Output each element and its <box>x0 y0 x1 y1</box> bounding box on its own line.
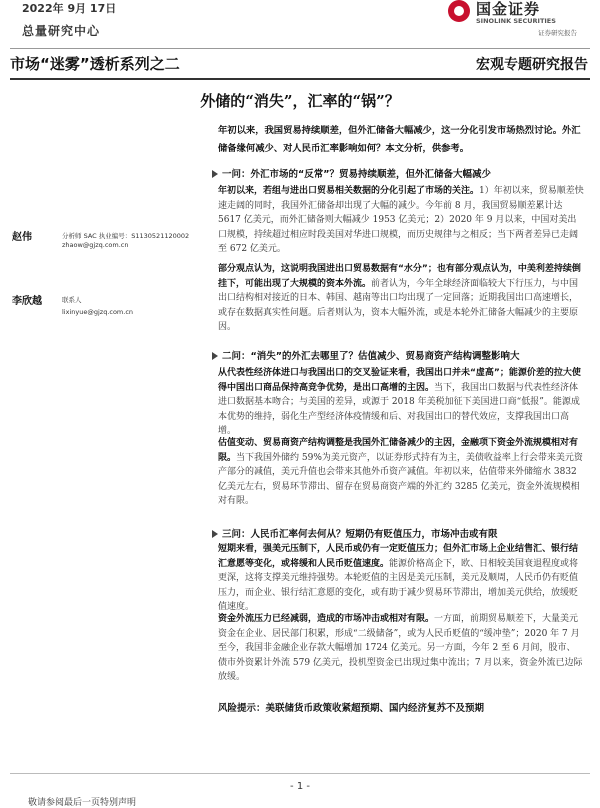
page-number: - 1 - <box>290 781 310 792</box>
bullet-arrow-icon <box>212 170 218 178</box>
author-name: 赵伟 <box>12 232 32 243</box>
paragraph-body: 一方面，前期贸易顺差下，大量美元资金在企业、居民部门积累，形成“二级储备”，或为人民币贬值的“缓冲垫”；2020 年 7 月至今，我国非金融企业存款大幅增加 1724 亿美元。另一方面，今年 2 至 6 月间，股市、债市外资累计外流 579 亿美元，投机型资金已出现过集中流出；7 月以来，资金外流已边际放缓。 <box>218 614 583 682</box>
paragraph-lead: 部分观点认为，这说明我国进出口贸易数据有“水分”；也有部分观点认为，中美利差持续倒挂下，可能出现了大规模的资本外流。 <box>218 264 581 289</box>
section-paragraph <box>218 612 584 685</box>
bullet-arrow-icon <box>212 530 218 538</box>
section-paragraph <box>218 436 584 509</box>
paragraph-body: 当下我国外储约 59%为美元资产，以证券形式持有为主，美债收益率上行会带来美元资产部分的减值，美元升值也会带来其他外币资产减值。年初以来，估值带来外储缩水 3832 亿美元左右，贸易环节滞出、留存在贸易商资产端的外汇约 3285 亿美元，资金外流规模相对有限。 <box>218 452 583 506</box>
paragraph-body: 前者认为，今年全球经济面临较大下行压力，与中国出口结构相对接近的日本、韩国、越南等出口均出现了一定回落；近期我国出口高速增长，或存在数据真实性问题。后者则认为，资本大幅外流，或是本轮外汇储备大幅减少的主要原因。 <box>218 278 579 332</box>
research-center: 总量研究中心 <box>22 24 101 38</box>
report-type: 宏观专题研究报告 <box>476 57 588 73</box>
author-email[interactable]: zhaow@gjzq.com.cn <box>62 241 129 249</box>
footer-divider <box>10 773 590 774</box>
disclaimer-note: 敬请参阅最后一页特别声明 <box>28 798 137 808</box>
header-divider-thick <box>10 78 590 80</box>
author-role: 联系人 <box>62 296 82 304</box>
paragraph-body: 当下，我国出口数据与代表性经济体进口数据基本吻合；与美国的差异，或源于 2018 年美税加征下美国进口商“低报”。能源成本优势的维持，弱化生产型经济体疫情缓和后、对我国出口的替代效应，支撑我国出口高增。 <box>218 382 580 436</box>
series-title: 市场“迷雾”透析系列之二 <box>10 55 180 73</box>
paragraph-lead: 资金外流压力已经减弱，造成的市场冲击或相对有限。 <box>218 614 435 624</box>
paragraph-body: 能源价格高企下，欧、日相较美国衰退程度或将更深，这将支撑美元维持强势。本轮贬值的主因是美元压制，美元及顺周，人民币仍有贬值压力，而企业、银行结汇意愿的变化，或有助于减少贸易环节滞出，增加美元供给，放缓贬值速度。 <box>218 558 579 612</box>
logo-name-cn: 国金证券 <box>476 0 541 18</box>
report-tag: 证券研究报告 <box>538 29 577 37</box>
paragraph-lead: 年初以来，若组与进出口贸易相关数据的分化引起了市场的关注。 <box>218 186 480 196</box>
page-title: 外储的“消失”，汇率的“锅”？ <box>200 92 400 110</box>
author-name: 李欣越 <box>12 296 42 307</box>
author-role: 分析师 SAC 执业编号：S1130521120002 <box>62 232 190 240</box>
risk-warning: 风险提示：美联储货币政策收紧超预期、国内经济复苏不及预期 <box>218 703 485 714</box>
section-paragraph <box>218 184 584 257</box>
paragraph-lead: 估值变动、贸易商资产结构调整是我国外汇储备减少的主因，金融项下资金外流规模相对有限。 <box>218 438 579 463</box>
summary: 年初以来，我国贸易持续顺差，但外汇储备大幅减少，这一分化引发市场热烈讨论。外汇储备缘何减少、对人民币汇率影响如何？本文分析，供参考。 <box>218 125 581 154</box>
bullet-arrow-icon <box>212 352 218 360</box>
header-divider <box>10 48 590 49</box>
section-heading: 三问：人民币汇率何去何从？短期仍有贬值压力，市场冲击或有限 <box>222 529 498 540</box>
paragraph-lead: 短期来看，强美元压制下，人民币或仍有一定贬值压力；但外汇市场上企业结售汇、银行结汇意愿等变化，或将缓和人民币贬值速度。 <box>218 544 579 569</box>
report-date: 2022年 9月 17日 <box>22 2 117 15</box>
logo-mark-icon <box>448 0 470 22</box>
section-heading: 二问：“消失”的外汇去哪里了？估值减少、贸易商资产结构调整影响大 <box>222 351 520 362</box>
section-paragraph <box>218 262 584 335</box>
paragraph-body: 1）年初以来，贸易顺差快速走阔的同时，我国外汇储备却出现了大幅的减少。今年前 8 月，我国贸易顺差累计达 5617 亿美元，而外汇储备则大幅减少 1953 亿美元；2）2020 年 9 月以来，中国对美出口规模，持续超过相应时段美国对华进口规模，而历史规律与之相反；当下两者差异已走阔至 672 亿美元。 <box>218 186 584 254</box>
section-heading: 一问：外汇市场的“反常”？贸易持续顺差，但外汇储备大幅减少 <box>222 169 491 180</box>
logo-name-en: SINOLINK SECURITIES <box>476 17 556 25</box>
paragraph-lead: 从代表性经济体进口与我国出口的交叉验证来看，我国出口并未“虚高”；能源价差的拉大使得中国出口商品保持高竞争优势，是出口高增的主因。 <box>218 368 581 393</box>
section-paragraph <box>218 366 584 439</box>
author-email[interactable]: lixinyue@gjzq.com.cn <box>62 308 134 316</box>
section-paragraph <box>218 542 584 615</box>
